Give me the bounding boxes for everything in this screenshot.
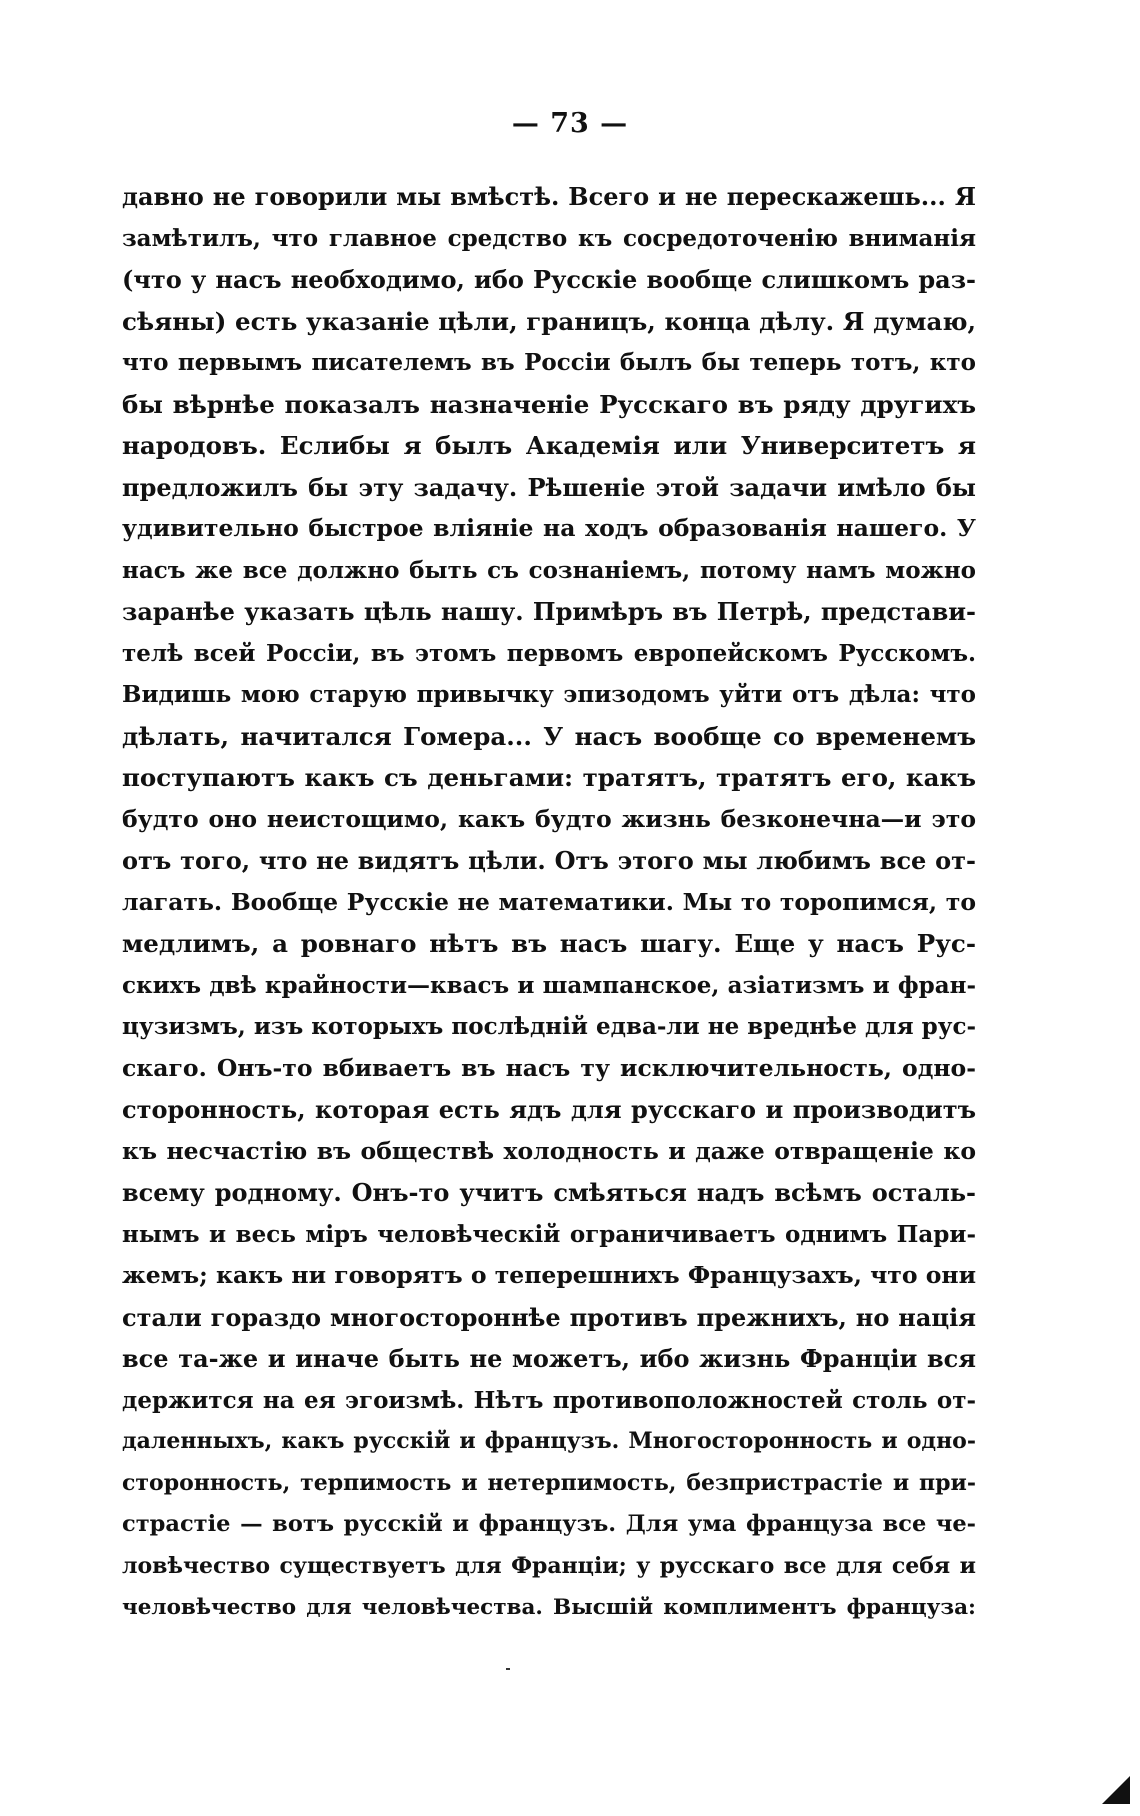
print-speck xyxy=(506,1668,510,1670)
text-line: цузизмъ, изъ которыхъ послѣдній едва-ли не вреднѣе для рус- xyxy=(122,1013,976,1040)
text-line: удивительно быстрое вліяніе на ходъ образованія нашего. У xyxy=(122,514,976,542)
page-body-text xyxy=(122,176,976,1629)
text-line: отъ того, что не видятъ цѣли. Отъ этого мы любимъ все от- xyxy=(122,846,976,875)
text-line: страстіе — вотъ русскій и французъ. Для ума француза все че- xyxy=(122,1511,976,1537)
text-line: жемъ; какъ ни говорятъ о теперешнихъ Французахъ, что они xyxy=(122,1261,976,1289)
text-line: къ несчастію въ обществѣ холодность и даже отвращеніе ко xyxy=(122,1136,976,1165)
text-line: нымъ и весь міръ человѣческій ограничиваетъ однимъ Пари- xyxy=(122,1220,976,1248)
text-line: сторонность, терпимость и нетерпимость, безпристрастіе и при- xyxy=(122,1469,976,1496)
text-line: держится на ея эгоизмѣ. Нѣтъ противоположностей столь от- xyxy=(122,1386,976,1414)
text-line: дѣлать, начитался Гомера... У насъ вообще со временемъ xyxy=(122,721,976,751)
text-line: что первымъ писателемъ въ Россіи былъ бы теперь тотъ, кто xyxy=(122,349,976,376)
text-line: (что у насъ необходимо, ибо Русскіе вообще слишкомъ раз- xyxy=(122,265,976,294)
text-line: всему родному. Онъ-то учитъ смѣяться надъ всѣмъ осталь- xyxy=(122,1178,976,1207)
text-line: сторонность, которая есть ядъ для русскаго и производитъ xyxy=(122,1095,976,1124)
text-line: лагать. Вообще Русскіе не математики. Мы то торопимся, то xyxy=(122,887,976,916)
text-line: давно не говорили мы вмѣстѣ. Всего и не перескажешь... Я xyxy=(122,182,976,211)
text-line: ловѣчество существуетъ для Франціи; у русскаго все для себя и xyxy=(122,1552,976,1579)
text-line: народовъ. Еслибы я былъ Академія или Университетъ я xyxy=(122,431,976,460)
text-line: бы вѣрнѣе показалъ назначеніе Русскаго въ ряду другихъ xyxy=(122,389,976,419)
text-line: человѣчество для человѣчества. Высшій комплиментъ француза: xyxy=(122,1595,976,1620)
text-line: замѣтилъ, что главное средство къ сосредоточенію вниманія xyxy=(122,224,976,252)
text-line: стали гораздо многостороннѣе противъ прежнихъ, но нація xyxy=(122,1302,976,1332)
text-line: скаго. Онъ-то вбиваетъ въ насъ ту исключительность, одно- xyxy=(122,1053,976,1082)
page-corner-triangle-icon xyxy=(1102,1776,1130,1804)
text-line: поступаютъ какъ съ деньгами: тратятъ, тратятъ его, какъ xyxy=(122,763,976,792)
text-line: заранѣе указать цѣль нашу. Примѣръ въ Петрѣ, представи- xyxy=(122,597,976,626)
text-line: даленныхъ, какъ русскій и французъ. Многосторонность и одно- xyxy=(122,1428,976,1454)
text-line: скихъ двѣ крайности—квасъ и шампанское, азіатизмъ и фран- xyxy=(122,971,976,999)
text-line: сѣяны) есть указаніе цѣли, границъ, конца дѣлу. Я думаю, xyxy=(122,306,976,336)
text-line: предложилъ бы эту задачу. Рѣшеніе этой задачи имѣло бы xyxy=(122,472,976,502)
text-line: телѣ всей Россіи, въ этомъ первомъ европейскомъ Русскомъ. xyxy=(122,639,976,667)
text-line: будто оно неистощимо, какъ будто жизнь безконечна—и это xyxy=(122,804,976,833)
text-line: все та-же и иначе быть не можетъ, ибо жизнь Франціи вся xyxy=(122,1344,976,1373)
text-line: Видишь мою старую привычку эпизодомъ уйти отъ дѣла: что xyxy=(122,681,976,708)
page-number: — 73 — xyxy=(511,108,629,139)
text-line: медлимъ, а ровнаго нѣтъ въ насъ шагу. Еще у насъ Рус- xyxy=(122,929,976,958)
text-line: насъ же все должно быть съ сознаніемъ, потому намъ можно xyxy=(122,556,976,584)
